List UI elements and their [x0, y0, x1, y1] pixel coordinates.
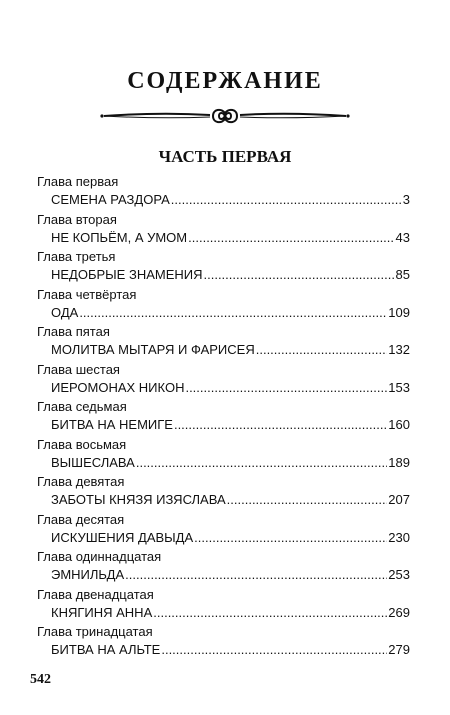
- dot-leader: [153, 605, 387, 621]
- chapter-label: Глава первая: [37, 174, 119, 189]
- chapter-label: Глава восьмая: [37, 436, 127, 452]
- page-number: 253: [388, 567, 410, 582]
- chapter-label: Глава десятая: [37, 511, 125, 527]
- part-title: ЧАСТЬ ПЕРВАЯ: [158, 147, 292, 166]
- chapter-title: НЕДОБРЫЕ ЗНАМЕНИЯ: [51, 267, 203, 282]
- chapter-label: Глава тринадцатая: [37, 624, 153, 639]
- folio-page-number: 542: [30, 672, 51, 687]
- page-number: 132: [388, 342, 410, 357]
- page-number: 189: [388, 454, 410, 470]
- dot-leader: [161, 642, 387, 658]
- chapter-label: Глава одиннадцатая: [37, 549, 162, 564]
- toc-entry: [37, 174, 410, 212]
- chapter-title: НЕ КОПЬЁМ, А УМОМ: [51, 229, 188, 245]
- page-number: 160: [388, 417, 410, 432]
- toc-title-line: [51, 530, 410, 546]
- dot-leader: [227, 492, 388, 508]
- toc-entry: [37, 399, 410, 437]
- dot-leader: [256, 342, 388, 358]
- dot-leader: [185, 380, 387, 396]
- dot-leader: [188, 230, 394, 246]
- chapter-title: БИТВА НА АЛЬТЕ: [51, 642, 161, 657]
- ornament-divider-icon: [100, 104, 350, 128]
- toc-entry: [37, 437, 410, 475]
- chapter-label: Глава шестая: [37, 361, 120, 377]
- toc-title-line: [51, 267, 410, 283]
- toc-title-line: [51, 492, 410, 508]
- chapter-title: СЕМЕНА РАЗДОРА: [51, 192, 170, 207]
- dot-leader: [204, 267, 395, 283]
- chapter-label: Глава седьмая: [37, 399, 127, 414]
- page-number: 153: [388, 379, 410, 395]
- dot-leader: [174, 417, 387, 433]
- toc-entry: [37, 362, 410, 400]
- toc-title-line: [51, 642, 410, 658]
- toc-title-line: [51, 567, 410, 583]
- dot-leader: [171, 192, 402, 208]
- toc-entry: [37, 249, 410, 287]
- chapter-title: ИСКУШЕНИЯ ДАВЫДА: [51, 529, 194, 545]
- chapter-title: ЭМНИЛЬДА: [51, 567, 125, 582]
- chapter-title: ЗАБОТЫ КНЯЗЯ ИЗЯСЛАВА: [51, 492, 226, 507]
- table-of-contents: [37, 174, 410, 662]
- dot-leader: [125, 567, 387, 583]
- chapter-label: Глава вторая: [37, 211, 117, 227]
- toc-entry: [37, 212, 410, 250]
- dot-leader: [136, 455, 387, 471]
- chapter-title: БИТВА НА НЕМИГЕ: [51, 417, 173, 432]
- chapter-title: МОЛИТВА МЫТАРЯ И ФАРИСЕЯ: [51, 342, 255, 357]
- chapter-label: Глава двенадцатая: [37, 586, 154, 602]
- chapter-label: Глава четвёртая: [37, 286, 137, 302]
- page-number: 43: [395, 229, 410, 245]
- toc-entry: [37, 549, 410, 587]
- toc-title-line: [51, 230, 410, 246]
- toc-title-line: [51, 455, 410, 471]
- chapter-label: Глава девятая: [37, 474, 125, 489]
- chapter-label: Глава пятая: [37, 324, 110, 339]
- page-number: 207: [388, 492, 410, 507]
- toc-entry: [37, 512, 410, 550]
- toc-title-line: [51, 605, 410, 621]
- chapter-label: Глава третья: [37, 249, 116, 264]
- chapter-title: ОДА: [51, 304, 79, 320]
- toc-entry: [37, 587, 410, 625]
- page-number: 3: [402, 192, 410, 207]
- contents-heading: СОДЕРЖАНИЕ: [127, 68, 323, 94]
- page-number: 279: [388, 642, 410, 657]
- chapter-title: КНЯГИНЯ АННА: [51, 604, 153, 620]
- toc-title-line: [51, 417, 410, 433]
- toc-entry: [37, 324, 410, 362]
- page-number: 230: [388, 529, 410, 545]
- page-number: 269: [388, 604, 410, 620]
- toc-entry: [37, 474, 410, 512]
- dot-leader: [194, 530, 387, 546]
- toc-title-line: [51, 305, 410, 321]
- chapter-title: ВЫШЕСЛАВА: [51, 454, 135, 470]
- page-number: 85: [395, 267, 410, 282]
- toc-title-line: [51, 342, 410, 358]
- dot-leader: [79, 305, 387, 321]
- toc-title-line: [51, 380, 410, 396]
- chapter-title: ИЕРОМОНАХ НИКОН: [51, 379, 185, 395]
- page-number: 109: [388, 304, 410, 320]
- toc-entry: [37, 624, 410, 662]
- toc-title-line: [51, 192, 410, 208]
- toc-entry: [37, 287, 410, 325]
